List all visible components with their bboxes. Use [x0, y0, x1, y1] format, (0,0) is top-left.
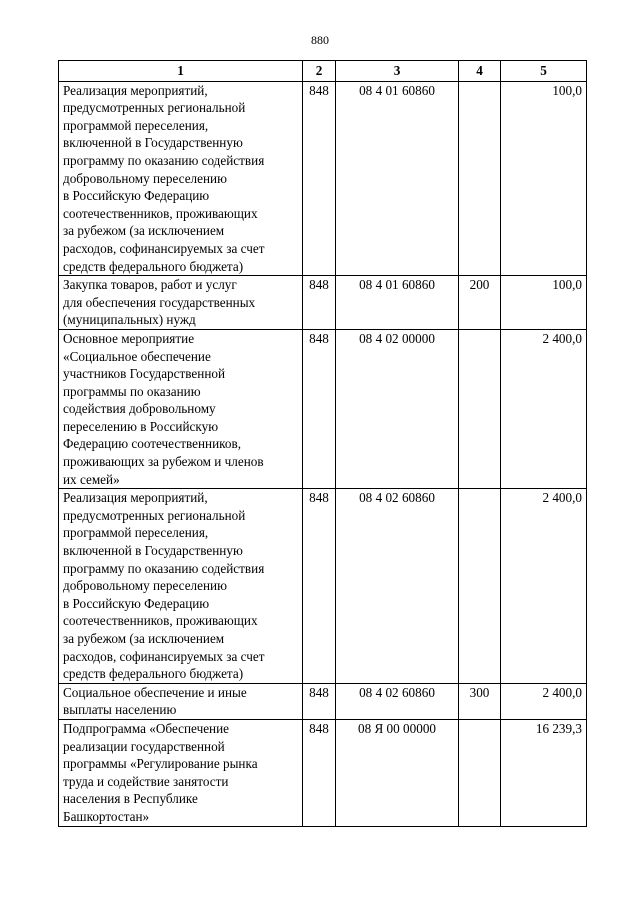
row-amount: 2 400,0 [501, 489, 587, 684]
row-target-article: 08 4 01 60860 [336, 276, 459, 330]
header-col-5: 5 [501, 61, 587, 82]
row-target-article: 08 4 02 60860 [336, 683, 459, 719]
row-expense-type: 200 [459, 276, 501, 330]
budget-table [58, 60, 587, 827]
row-name: Закупка товаров, работ и услуг для обеспечения государственных (муниципальных) нужд [59, 276, 303, 330]
row-ministry-code: 848 [303, 489, 336, 684]
header-col-3: 3 [336, 61, 459, 82]
header-col-2: 2 [303, 61, 336, 82]
row-name: Подпрограмма «Обеспечение реализации государственной программы «Регулирование рынка труда и содействие занятости населения в Республике Башкортостан» [59, 719, 303, 826]
table-row [59, 276, 587, 330]
row-target-article: 08 Я 00 00000 [336, 719, 459, 826]
row-target-article: 08 4 02 60860 [336, 489, 459, 684]
table-header [59, 61, 587, 82]
page-number: 880 [311, 33, 329, 47]
row-name: Основное мероприятие «Социальное обеспечение участников Государственной программы по оказанию содействия добровольному переселению в Российскую Федерацию соотечественников, проживающих за рубежом и членов их семей» [59, 329, 303, 488]
row-expense-type: 300 [459, 683, 501, 719]
row-expense-type [459, 329, 501, 488]
row-expense-type [459, 489, 501, 684]
row-amount: 100,0 [501, 276, 587, 330]
row-name: Реализация мероприятий, предусмотренных региональной программой переселения, включенной в Государственную программу по оказанию содействия добровольному переселению в Российскую Федерацию соотечественников, проживающих за рубежом (за исключением расходов, софинансируемых за счет средств федерального бюджета) [59, 81, 303, 276]
header-col-1: 1 [59, 61, 303, 82]
row-ministry-code: 848 [303, 81, 336, 276]
table-body [59, 81, 587, 826]
table-row [59, 683, 587, 719]
row-expense-type [459, 81, 501, 276]
row-name: Социальное обеспечение и иные выплаты населению [59, 683, 303, 719]
row-target-article: 08 4 01 60860 [336, 81, 459, 276]
table-row [59, 489, 587, 684]
row-amount: 2 400,0 [501, 329, 587, 488]
row-ministry-code: 848 [303, 683, 336, 719]
row-ministry-code: 848 [303, 276, 336, 330]
row-amount: 100,0 [501, 81, 587, 276]
row-ministry-code: 848 [303, 329, 336, 488]
row-name: Реализация мероприятий, предусмотренных региональной программой переселения, включенной в Государственную программу по оказанию содействия добровольному переселению в Российскую Федерацию соотечественников, проживающих за рубежом (за исключением расходов, софинансируемых за счет средств федерального бюджета) [59, 489, 303, 684]
header-row [59, 61, 587, 82]
row-amount: 16 239,3 [501, 719, 587, 826]
row-ministry-code: 848 [303, 719, 336, 826]
table-row [59, 81, 587, 276]
table-row [59, 719, 587, 826]
header-col-4: 4 [459, 61, 501, 82]
row-amount: 2 400,0 [501, 683, 587, 719]
row-expense-type [459, 719, 501, 826]
table-row [59, 329, 587, 488]
row-target-article: 08 4 02 00000 [336, 329, 459, 488]
